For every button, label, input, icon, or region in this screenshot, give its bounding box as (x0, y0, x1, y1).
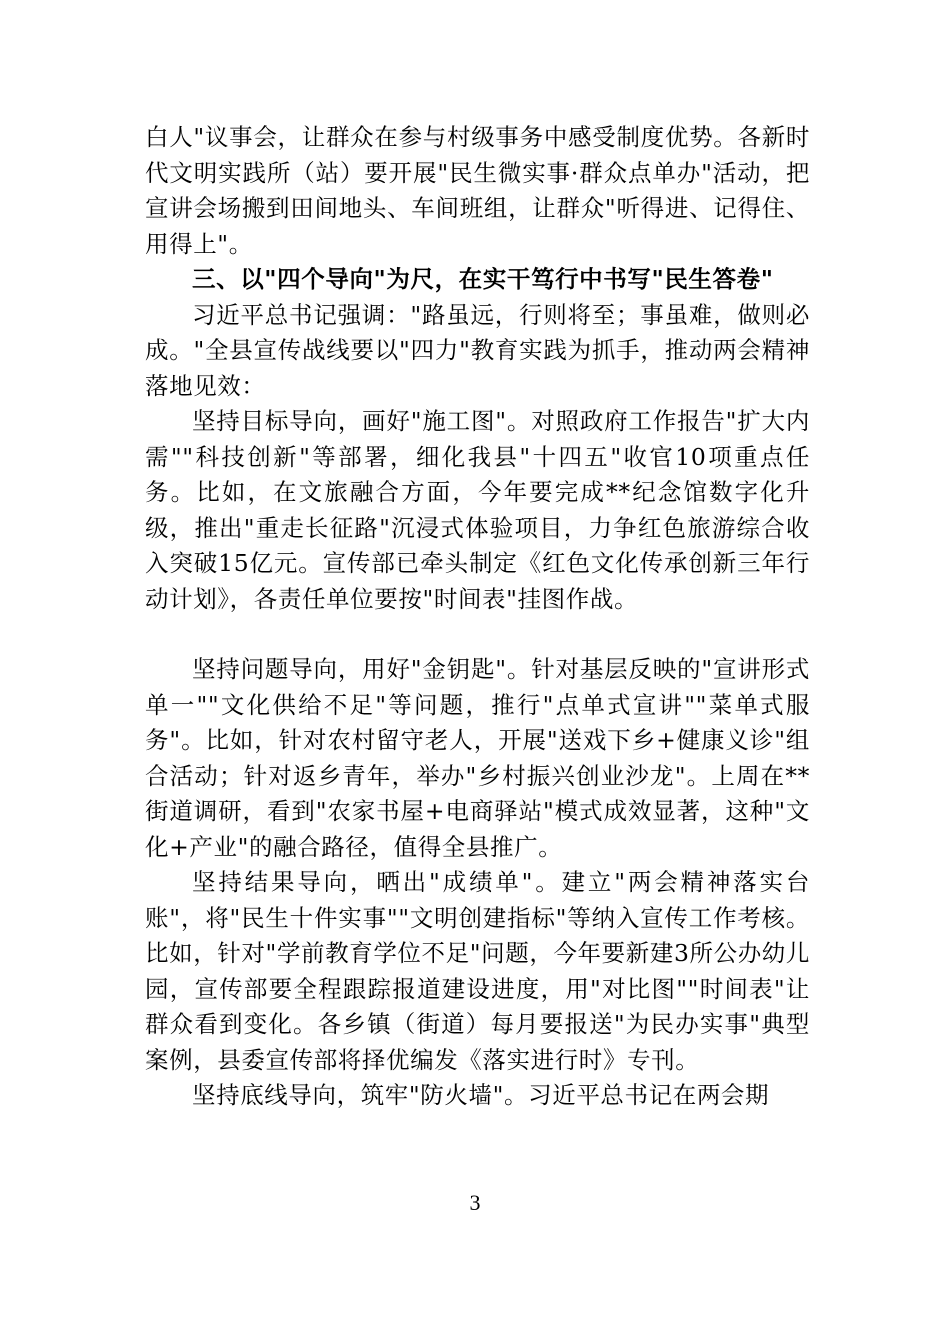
paragraph-goal-oriented: 坚持目标导向，画好"施工图"。对照政府工作报告"扩大内需""科技创新"等部署，细化我县"十四五"收官10项重点任务。比如，在文旅融合方面，今年要完成**纪念馆数字化升级，推出"重走长征路"沉浸式体验项目，力争红色旅游综合收入突破15亿元。宣传部已牵头制定《红色文化传承创新三年行动计划》，各责任单位要按"时间表"挂图作战。 (145, 407, 810, 613)
paragraph-problem-oriented: 坚持问题导向，用好"金钥匙"。针对基层反映的"宣讲形式单一""文化供给不足"等问题，推行"点单式宣讲""菜单式服务"。比如，针对农村留守老人，开展"送戏下乡+健康义诊"组合活动；针对返乡青年，举办"乡村振兴创业沙龙"。上周在**街道调研，看到"农家书屋+电商驿站"模式成效显著，这种"文化+产业"的融合路径，值得全县推广。 (145, 655, 810, 861)
document-body (145, 120, 810, 1114)
paragraph-result-oriented: 坚持结果导向，晒出"成绩单"。建立"两会精神落实台账"，将"民生十件实事""文明创建指标"等纳入宣传工作考核。比如，针对"学前教育学位不足"问题，今年要新建3所公办幼儿园，宣传部要全程跟踪报道建设进度，用"对比图""时间表"让群众看到变化。各乡镇（街道）每月要报送"为民办实事"典型案例，县委宣传部将择优编发《落实进行时》专刊。 (145, 868, 810, 1074)
paragraph-continued: 白人"议事会，让群众在参与村级事务中感受制度优势。各新时代文明实践所（站）要开展"民生微实事·群众点单办"活动，把宣讲会场搬到田间地头、车间班组，让群众"听得进、记得住、用得上"。 (145, 123, 810, 258)
paragraph-spacer (145, 617, 810, 652)
page-number: 3 (469, 1190, 481, 1215)
paragraph-quote: 习近平总书记强调："路虽远，行则将至；事虽难，做则必成。"全县宣传战线要以"四力"教育实践为抓手，推动两会精神落地见效： (145, 300, 810, 400)
section-heading: 三、以"四个导向"为尺，在实干笃行中书写"民生答卷" (192, 265, 774, 293)
paragraph-bottom-line: 坚持底线导向，筑牢"防火墙"。习近平总书记在两会期 (192, 1081, 770, 1109)
